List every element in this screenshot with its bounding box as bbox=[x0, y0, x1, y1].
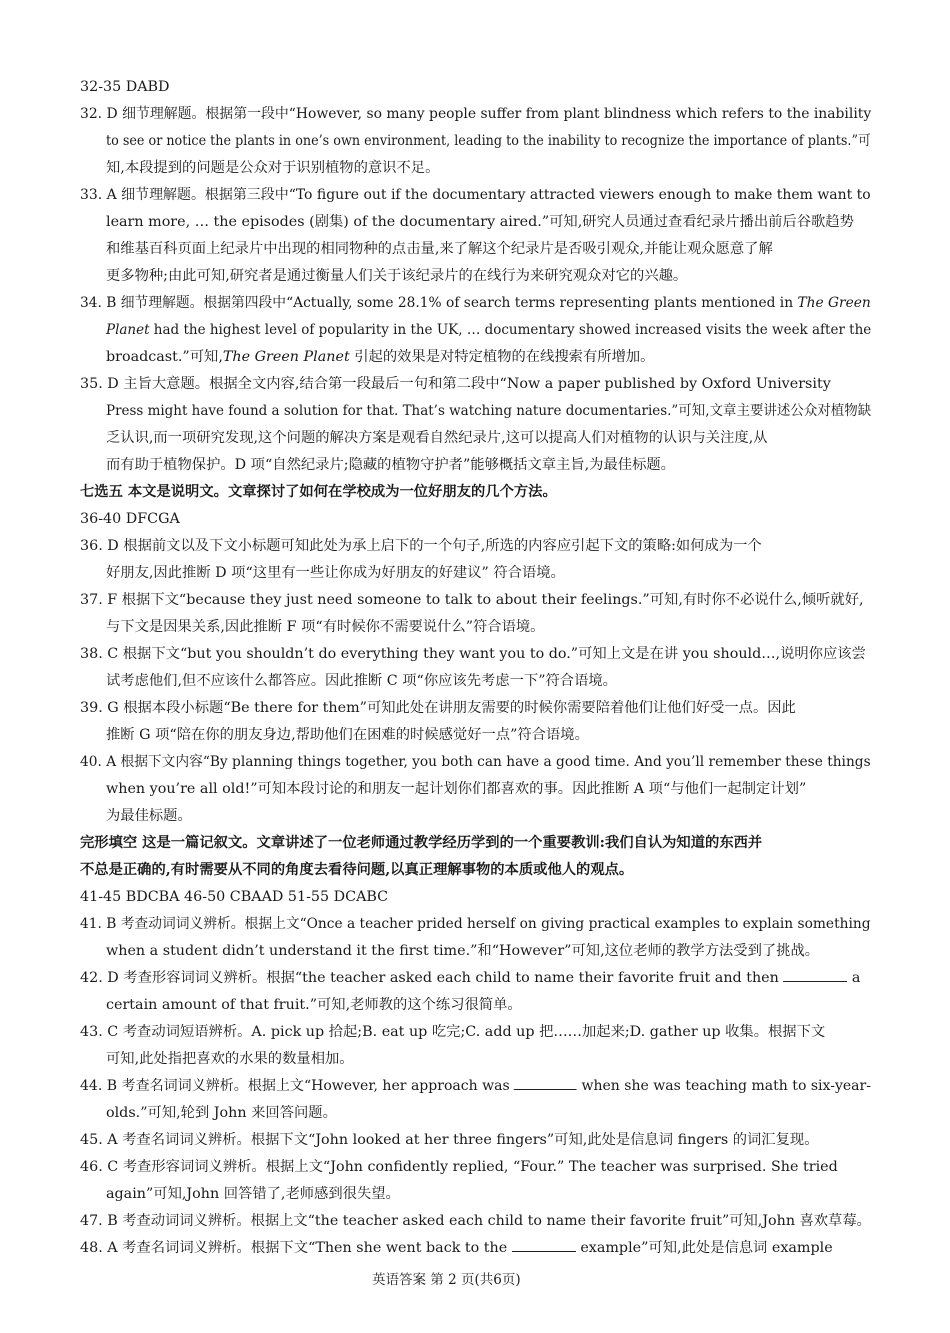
fill-in-blank bbox=[514, 1077, 577, 1090]
answer-group-36-40: 36-40 DFCGA bbox=[80, 511, 180, 527]
answer-35-line-2: Press might have found a solution for that. That’s watching nature documentaries.”可知,文章主要讲述公众对植物缺 bbox=[106, 403, 872, 419]
answer-37-line-2: 与下文是因果关系,因此推断 F 项“有时候你不需要说什么”符合语境。 bbox=[106, 619, 545, 635]
answer-42-line-2: certain amount of that fruit.”可知,老师教的这个练习很简单。 bbox=[106, 997, 522, 1013]
answer-41-line-2: when a student didn’t understand it the first time.”和“However”可知,这位老师的教学方法受到了挑战。 bbox=[106, 943, 820, 959]
answer-47-line-1: 47. B 考查动词词义辨析。根据上文“the teacher asked each child to name their favorite fruit”可知,John 喜欢草莓。 bbox=[80, 1213, 871, 1229]
answer-40-line-3: 为最佳标题。 bbox=[106, 808, 192, 824]
answer-37-line-1: 37. F 根据下文“because they just need someone to talk to about their feelings.”可知,有时你不必说什么,倾听就好, bbox=[80, 592, 864, 608]
answer-34-line-1: 34. B 细节理解题。根据第四段中“Actually, some 28.1% of search terms representing plants mentioned in The Green bbox=[80, 295, 871, 311]
fill-in-blank bbox=[783, 969, 847, 982]
answer-32-line-1: 32. D 细节理解题。根据第一段中“However, so many people suffer from plant blindness which refers to the inability bbox=[80, 106, 872, 122]
answer-44-line-2: olds.”可知,轮到 John 来回答问题。 bbox=[106, 1105, 337, 1121]
answer-33-line-3: 和维基百科页面上纪录片中出现的相同物种的点击量,来了解这个纪录片是否吸引观众,并能让观众愿意了解 bbox=[106, 241, 773, 257]
answer-33-line-1: 33. A 细节理解题。根据第三段中“To figure out if the documentary attracted viewers enough to make them want to bbox=[80, 187, 871, 203]
answer-33-line-4: 更多物种;由此可知,研究者是通过衡量人们关于该纪录片的在线行为来研究观众对它的兴趣。 bbox=[106, 268, 688, 284]
answer-33-line-2: learn more, … the episodes (剧集) of the documentary aired.”可知,研究人员通过查看纪录片播出前后谷歌趋势 bbox=[106, 214, 854, 230]
answer-48-line-1: 48. A 考查名词词义辨析。根据下文“Then she went back to the example”可知,此处是信息词 example bbox=[80, 1240, 833, 1256]
answer-35-line-1: 35. D 主旨大意题。根据全文内容,结合第一段最后一句和第二段中“Now a paper published by Oxford University bbox=[80, 376, 831, 392]
answer-45-line-1: 45. A 考查名词词义辨析。根据下文“John looked at her three fingers”可知,此处是信息词 fingers 的词汇复现。 bbox=[80, 1132, 819, 1148]
answer-43-line-2: 可知,此处指把喜欢的水果的数量相加。 bbox=[106, 1051, 354, 1067]
answer-group-41-55: 41-45 BDCBA 46-50 CBAAD 51-55 DCABC bbox=[80, 889, 389, 905]
answer-39-line-1: 39. G 根据本段小标题“Be there for them”可知此处在讲朋友需要的时候你需要陪着他们让他们好受一点。因此 bbox=[80, 700, 796, 716]
answer-41-line-1: 41. B 考查动词词义辨析。根据上文“Once a teacher prided herself on giving practical examples to explain something bbox=[80, 916, 871, 932]
answer-36-line-1: 36. D 根据前文以及下文小标题可知此处为承上启下的一个句子,所选的内容应引起下文的策略:如何成为一个 bbox=[80, 538, 762, 554]
answer-42-line-1: 42. D 考查形容词词义辨析。根据“the teacher asked each child to name their favorite fruit and then a bbox=[80, 970, 861, 986]
section-heading-cloze-line-2: 不总是正确的,有时需要从不同的角度去看待问题,以真正理解事物的本质或他人的观点。 bbox=[80, 862, 634, 878]
answer-39-line-2: 推断 G 项“陪在你的朋友身边,帮助他们在困难的时候感觉好一点”符合语境。 bbox=[106, 727, 589, 743]
answer-34-line-2: Planet had the highest level of popularity in the UK, … documentary showed increased visits the week after the bbox=[106, 322, 872, 338]
answer-32-line-2: to see or notice the plants in one’s own environment, leading to the inability to recognize the importance of plants.”可 bbox=[106, 133, 871, 149]
answer-38-line-1: 38. C 根据下文“but you shouldn’t do everything they want you to do.”可知上文是在讲 you should…,说明你应该尝 bbox=[80, 646, 866, 662]
answer-46-line-1: 46. C 考查形容词词义辨析。根据上文“John confidently replied, “Four.” The teacher was surprised. She tried bbox=[80, 1159, 838, 1175]
answer-35-line-4: 而有助于植物保护。D 项“自然纪录片;隐藏的植物守护者”能够概括文章主旨,为最佳标题。 bbox=[106, 457, 675, 473]
answer-40-line-1: 40. A 根据下文内容“By planning things together, you both can have a good time. And you’ll remember these things bbox=[80, 754, 871, 770]
section-heading-cloze-line-1: 完形填空 这是一篇记叙文。文章讲述了一位老师通过教学经历学到的一个重要教训:我们自认为知道的东西并 bbox=[80, 835, 763, 851]
section-heading-seven-choose-five: 七选五 本文是说明文。文章探讨了如何在学校成为一位好朋友的几个方法。 bbox=[80, 484, 557, 500]
answer-32-line-3: 知,本段提到的问题是公众对于识别植物的意识不足。 bbox=[106, 160, 440, 176]
answer-43-line-1: 43. C 考查动词短语辨析。A. pick up 拾起;B. eat up 吃完;C. add up 把……加起来;D. gather up 收集。根据下文 bbox=[80, 1024, 826, 1040]
answer-group-32-35: 32-35 DABD bbox=[80, 79, 170, 95]
page-footer: 英语答案 第 2 页(共6页) bbox=[372, 1272, 521, 1288]
answer-46-line-2: again”可知,John 回答错了,老师感到很失望。 bbox=[106, 1186, 400, 1202]
answer-36-line-2: 好朋友,因此推断 D 项“这里有一些让你成为好朋友的好建议” 符合语境。 bbox=[106, 565, 565, 581]
answer-44-line-1: 44. B 考查名词词义辨析。根据上文“However, her approach was when she was teaching math to six-year- bbox=[80, 1078, 871, 1094]
answer-40-line-2: when you’re all old!”可知本段讨论的和朋友一起计划你们都喜欢的事。因此推断 A 项“与他们一起制定计划” bbox=[106, 781, 807, 797]
fill-in-blank bbox=[512, 1239, 576, 1252]
answer-38-line-2: 试考虑他们,但不应该什么都答应。因此推断 C 项“你应该先考虑一下”符合语境。 bbox=[106, 673, 617, 689]
answer-35-line-3: 乏认识,而一项研究发现,这个问题的解决方案是观看自然纪录片,这可以提高人们对植物的认识与关注度,从 bbox=[106, 430, 768, 446]
answer-34-line-3: broadcast.”可知,The Green Planet 引起的效果是对特定植物的在线搜索有所增加。 bbox=[106, 349, 655, 365]
